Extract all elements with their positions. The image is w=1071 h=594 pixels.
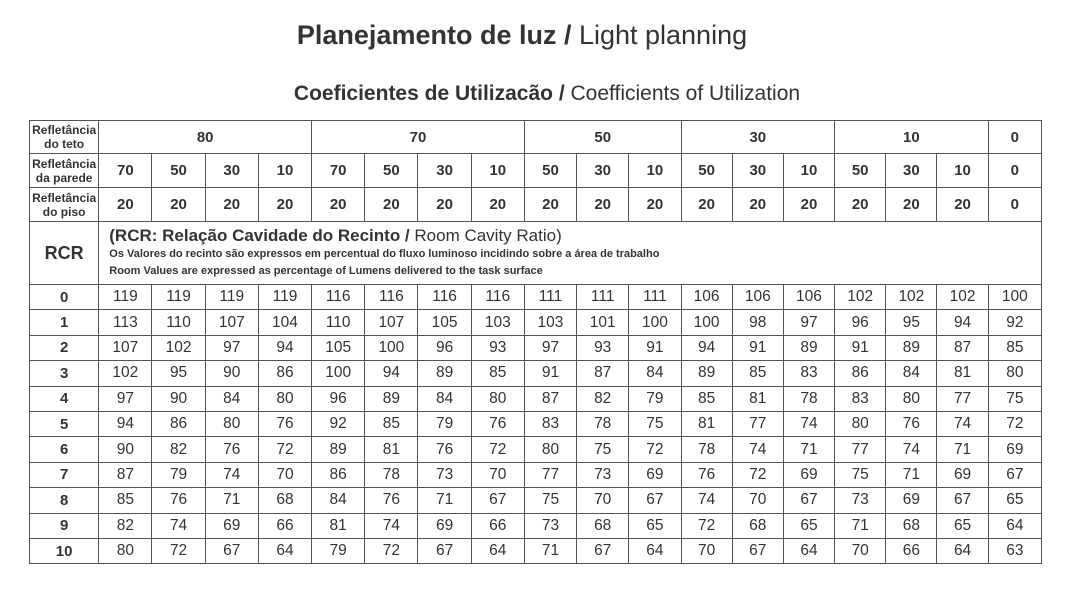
table-cell: 74 <box>937 411 988 436</box>
table-cell: 89 <box>312 437 365 462</box>
table-cell: 104 <box>258 310 311 335</box>
table-cell: 66 <box>886 538 937 563</box>
table-cell: 85 <box>732 361 783 386</box>
table-cell: 64 <box>258 538 311 563</box>
table-cell: 94 <box>258 335 311 360</box>
table-row <box>30 488 1042 513</box>
table-cell: 91 <box>732 335 783 360</box>
rcr-info-line-en: Room Values are expressed as percentage of Lumens delivered to the task surface <box>109 265 543 277</box>
table-row <box>30 361 1042 386</box>
table-cell: 67 <box>577 538 629 563</box>
table-cell: 72 <box>629 437 681 462</box>
table-cell: 85 <box>99 488 152 513</box>
table-cell: 67 <box>988 462 1041 487</box>
floor-value: 20 <box>835 188 886 222</box>
table-row <box>30 386 1042 411</box>
table-cell: 84 <box>886 361 937 386</box>
rcr-value: 10 <box>30 538 99 563</box>
wall-value: 50 <box>365 154 418 188</box>
wall-value: 50 <box>524 154 576 188</box>
wall-value: 70 <box>99 154 152 188</box>
floor-value: 20 <box>99 188 152 222</box>
table-cell: 75 <box>524 488 576 513</box>
table-cell: 79 <box>418 411 471 436</box>
table-cell: 74 <box>886 437 937 462</box>
wall-value: 50 <box>152 154 205 188</box>
table-cell: 107 <box>99 335 152 360</box>
table-cell: 64 <box>937 538 988 563</box>
table-cell: 94 <box>681 335 732 360</box>
table-cell: 94 <box>365 361 418 386</box>
table-cell: 80 <box>258 386 311 411</box>
table-cell: 80 <box>471 386 524 411</box>
table-cell: 72 <box>258 437 311 462</box>
table-cell: 97 <box>99 386 152 411</box>
floor-value: 20 <box>937 188 988 222</box>
table-cell: 95 <box>886 310 937 335</box>
table-cell: 76 <box>365 488 418 513</box>
page-title: Planejamento de luz / Light planning <box>296 20 748 50</box>
table-cell: 79 <box>629 386 681 411</box>
table-cell: 86 <box>835 361 886 386</box>
table-cell: 74 <box>152 513 205 538</box>
table-cell: 69 <box>629 462 681 487</box>
table-cell: 96 <box>418 335 471 360</box>
table-cell: 111 <box>629 285 681 310</box>
wall-value: 10 <box>258 154 311 188</box>
table-cell: 100 <box>988 285 1041 310</box>
table-cell: 67 <box>629 488 681 513</box>
table-cell: 100 <box>365 335 418 360</box>
ceiling-value: 10 <box>835 121 989 154</box>
table-cell: 97 <box>783 310 834 335</box>
wall-value: 10 <box>783 154 834 188</box>
table-cell: 70 <box>732 488 783 513</box>
table-cell: 73 <box>577 462 629 487</box>
wall-value: 70 <box>312 154 365 188</box>
table-cell: 68 <box>258 488 311 513</box>
table-cell: 72 <box>988 411 1041 436</box>
rcr-value: 2 <box>30 335 99 360</box>
table-cell: 102 <box>99 361 152 386</box>
table-cell: 74 <box>205 462 258 487</box>
rcr-value: 4 <box>30 386 99 411</box>
table-cell: 111 <box>577 285 629 310</box>
wall-value: 10 <box>629 154 681 188</box>
table-cell: 107 <box>205 310 258 335</box>
table-cell: 75 <box>835 462 886 487</box>
table-cell: 69 <box>783 462 834 487</box>
table-cell: 77 <box>937 386 988 411</box>
table-row <box>30 513 1042 538</box>
table-cell: 69 <box>988 437 1041 462</box>
table-cell: 76 <box>258 411 311 436</box>
table-cell: 67 <box>418 538 471 563</box>
table-cell: 93 <box>471 335 524 360</box>
floor-value: 20 <box>732 188 783 222</box>
wall-value: 30 <box>205 154 258 188</box>
floor-label: Refletância do piso <box>30 188 99 222</box>
floor-reflectance-row <box>30 188 1042 222</box>
wall-value: 30 <box>732 154 783 188</box>
table-cell: 119 <box>152 285 205 310</box>
table-cell: 87 <box>524 386 576 411</box>
wall-value: 50 <box>681 154 732 188</box>
table-cell: 106 <box>732 285 783 310</box>
table-cell: 71 <box>937 437 988 462</box>
table-cell: 84 <box>629 361 681 386</box>
table-cell: 102 <box>886 285 937 310</box>
table-cell: 64 <box>471 538 524 563</box>
rcr-description-row <box>30 222 1042 285</box>
table-row <box>30 285 1042 310</box>
table-cell: 75 <box>577 437 629 462</box>
floor-value: 20 <box>418 188 471 222</box>
table-cell: 80 <box>99 538 152 563</box>
table-cell: 86 <box>152 411 205 436</box>
table-cell: 90 <box>205 361 258 386</box>
floor-value: 20 <box>681 188 732 222</box>
table-cell: 100 <box>312 361 365 386</box>
table-cell: 83 <box>524 411 576 436</box>
wall-value: 10 <box>937 154 988 188</box>
table-cell: 76 <box>205 437 258 462</box>
table-cell: 72 <box>681 513 732 538</box>
table-cell: 64 <box>783 538 834 563</box>
table-cell: 100 <box>629 310 681 335</box>
table-cell: 92 <box>988 310 1041 335</box>
table-cell: 82 <box>152 437 205 462</box>
table-cell: 102 <box>152 335 205 360</box>
table-cell: 76 <box>418 437 471 462</box>
table-cell: 73 <box>835 488 886 513</box>
table-cell: 84 <box>418 386 471 411</box>
table-row <box>30 335 1042 360</box>
table-cell: 98 <box>732 310 783 335</box>
table-cell: 67 <box>783 488 834 513</box>
table-cell: 80 <box>886 386 937 411</box>
rcr-value: 3 <box>30 361 99 386</box>
table-cell: 65 <box>937 513 988 538</box>
table-cell: 101 <box>577 310 629 335</box>
table-cell: 90 <box>152 386 205 411</box>
table-cell: 91 <box>524 361 576 386</box>
rcr-value: 1 <box>30 310 99 335</box>
table-cell: 73 <box>418 462 471 487</box>
ceiling-value: 50 <box>524 121 681 154</box>
table-cell: 107 <box>365 310 418 335</box>
table-row <box>30 411 1042 436</box>
table-cell: 73 <box>524 513 576 538</box>
table-cell: 67 <box>205 538 258 563</box>
table-cell: 102 <box>835 285 886 310</box>
table-cell: 103 <box>524 310 576 335</box>
table-cell: 85 <box>471 361 524 386</box>
table-cell: 71 <box>524 538 576 563</box>
table-cell: 80 <box>835 411 886 436</box>
table-subtitle: Coeficientes de Utilizacão / Coefficients of Utilization <box>293 82 801 105</box>
table-cell: 80 <box>988 361 1041 386</box>
rcr-value: 8 <box>30 488 99 513</box>
table-cell: 92 <box>312 411 365 436</box>
table-cell: 93 <box>577 335 629 360</box>
table-cell: 76 <box>471 411 524 436</box>
table-cell: 102 <box>937 285 988 310</box>
table-cell: 75 <box>988 386 1041 411</box>
table-cell: 105 <box>312 335 365 360</box>
floor-value: 20 <box>886 188 937 222</box>
wall-value: 30 <box>418 154 471 188</box>
table-cell: 119 <box>99 285 152 310</box>
table-cell: 87 <box>577 361 629 386</box>
table-cell: 75 <box>629 411 681 436</box>
floor-value: 20 <box>577 188 629 222</box>
table-cell: 81 <box>732 386 783 411</box>
table-cell: 95 <box>152 361 205 386</box>
table-cell: 66 <box>258 513 311 538</box>
floor-value: 20 <box>365 188 418 222</box>
floor-value: 20 <box>205 188 258 222</box>
table-cell: 80 <box>524 437 576 462</box>
table-cell: 67 <box>732 538 783 563</box>
table-cell: 86 <box>258 361 311 386</box>
table-cell: 97 <box>205 335 258 360</box>
table-cell: 110 <box>152 310 205 335</box>
table-row <box>30 310 1042 335</box>
table-cell: 71 <box>205 488 258 513</box>
floor-value: 20 <box>524 188 576 222</box>
table-cell: 76 <box>152 488 205 513</box>
table-cell: 103 <box>471 310 524 335</box>
table-cell: 70 <box>471 462 524 487</box>
table-cell: 65 <box>783 513 834 538</box>
table-cell: 119 <box>258 285 311 310</box>
floor-value: 20 <box>152 188 205 222</box>
table-cell: 74 <box>732 437 783 462</box>
table-cell: 77 <box>524 462 576 487</box>
table-cell: 96 <box>835 310 886 335</box>
table-cell: 71 <box>886 462 937 487</box>
table-cell: 69 <box>418 513 471 538</box>
table-cell: 105 <box>418 310 471 335</box>
table-cell: 86 <box>312 462 365 487</box>
floor-value: 20 <box>783 188 834 222</box>
table-cell: 113 <box>99 310 152 335</box>
floor-value: 20 <box>629 188 681 222</box>
table-cell: 84 <box>312 488 365 513</box>
table-cell: 83 <box>783 361 834 386</box>
ceiling-label: Refletância do teto <box>30 121 99 154</box>
wall-value: 10 <box>471 154 524 188</box>
table-cell: 90 <box>99 437 152 462</box>
floor-value: 20 <box>258 188 311 222</box>
table-cell: 66 <box>471 513 524 538</box>
table-cell: 77 <box>732 411 783 436</box>
rcr-value: 7 <box>30 462 99 487</box>
table-cell: 65 <box>629 513 681 538</box>
rcr-info <box>99 222 1042 285</box>
table-cell: 70 <box>681 538 732 563</box>
wall-value: 50 <box>835 154 886 188</box>
table-cell: 85 <box>365 411 418 436</box>
table-row <box>30 538 1042 563</box>
table-cell: 82 <box>99 513 152 538</box>
table-cell: 70 <box>577 488 629 513</box>
table-cell: 81 <box>365 437 418 462</box>
utilization-table <box>29 120 1042 564</box>
floor-value: 20 <box>471 188 524 222</box>
table-cell: 71 <box>783 437 834 462</box>
table-cell: 87 <box>937 335 988 360</box>
table-cell: 91 <box>629 335 681 360</box>
wall-value: 0 <box>988 154 1041 188</box>
table-cell: 67 <box>471 488 524 513</box>
table-cell: 110 <box>312 310 365 335</box>
rcr-value: 9 <box>30 513 99 538</box>
rcr-info-line-pt: Os Valores do recinto são expressos em percentual do fluxo luminoso incidindo sobre a área de trabalho <box>109 248 660 260</box>
table-cell: 89 <box>886 335 937 360</box>
table-cell: 84 <box>205 386 258 411</box>
table-cell: 77 <box>835 437 886 462</box>
table-cell: 72 <box>471 437 524 462</box>
table-cell: 78 <box>365 462 418 487</box>
table-cell: 83 <box>835 386 886 411</box>
table-cell: 94 <box>99 411 152 436</box>
wall-value: 30 <box>886 154 937 188</box>
wall-label: Refletância da parede <box>30 154 99 188</box>
table-cell: 64 <box>988 513 1041 538</box>
table-cell: 97 <box>524 335 576 360</box>
table-cell: 81 <box>937 361 988 386</box>
table-cell: 116 <box>365 285 418 310</box>
table-cell: 72 <box>365 538 418 563</box>
table-cell: 69 <box>205 513 258 538</box>
table-cell: 64 <box>629 538 681 563</box>
ceiling-value: 70 <box>312 121 525 154</box>
table-cell: 85 <box>988 335 1041 360</box>
table-cell: 81 <box>681 411 732 436</box>
table-row <box>30 462 1042 487</box>
rcr-value: 6 <box>30 437 99 462</box>
wall-reflectance-row <box>30 154 1042 188</box>
table-cell: 68 <box>886 513 937 538</box>
table-cell: 72 <box>732 462 783 487</box>
floor-value: 0 <box>988 188 1041 222</box>
table-cell: 96 <box>312 386 365 411</box>
ceiling-value: 30 <box>681 121 835 154</box>
table-cell: 116 <box>312 285 365 310</box>
table-cell: 79 <box>312 538 365 563</box>
table-cell: 76 <box>886 411 937 436</box>
table-cell: 87 <box>99 462 152 487</box>
table-cell: 89 <box>783 335 834 360</box>
wall-value: 30 <box>577 154 629 188</box>
table-cell: 69 <box>937 462 988 487</box>
table-cell: 76 <box>681 462 732 487</box>
table-cell: 78 <box>577 411 629 436</box>
table-cell: 116 <box>471 285 524 310</box>
table-cell: 70 <box>258 462 311 487</box>
table-cell: 119 <box>205 285 258 310</box>
table-cell: 106 <box>783 285 834 310</box>
rcr-header: RCR <box>30 222 99 285</box>
table-cell: 74 <box>681 488 732 513</box>
table-cell: 68 <box>732 513 783 538</box>
table-cell: 63 <box>988 538 1041 563</box>
table-cell: 74 <box>365 513 418 538</box>
table-cell: 94 <box>937 310 988 335</box>
table-cell: 71 <box>835 513 886 538</box>
table-cell: 89 <box>418 361 471 386</box>
ceiling-value: 0 <box>988 121 1041 154</box>
table-row <box>30 437 1042 462</box>
table-cell: 69 <box>886 488 937 513</box>
table-cell: 111 <box>524 285 576 310</box>
table-cell: 74 <box>783 411 834 436</box>
table-cell: 71 <box>418 488 471 513</box>
table-cell: 78 <box>681 437 732 462</box>
table-cell: 78 <box>783 386 834 411</box>
table-cell: 68 <box>577 513 629 538</box>
table-cell: 82 <box>577 386 629 411</box>
table-cell: 72 <box>152 538 205 563</box>
table-cell: 70 <box>835 538 886 563</box>
table-cell: 85 <box>681 386 732 411</box>
table-cell: 100 <box>681 310 732 335</box>
table-cell: 79 <box>152 462 205 487</box>
ceiling-value: 80 <box>99 121 312 154</box>
floor-value: 20 <box>312 188 365 222</box>
table-cell: 116 <box>418 285 471 310</box>
table-cell: 106 <box>681 285 732 310</box>
ceiling-reflectance-row <box>30 121 1042 154</box>
table-cell: 80 <box>205 411 258 436</box>
rcr-info-title: (RCR: Relação Cavidade do Recinto / Room Cavity Ratio) <box>109 226 562 245</box>
table-cell: 89 <box>681 361 732 386</box>
table-cell: 67 <box>937 488 988 513</box>
rcr-value: 5 <box>30 411 99 436</box>
table-cell: 81 <box>312 513 365 538</box>
table-cell: 65 <box>988 488 1041 513</box>
rcr-value: 0 <box>30 285 99 310</box>
table-cell: 89 <box>365 386 418 411</box>
table-cell: 91 <box>835 335 886 360</box>
